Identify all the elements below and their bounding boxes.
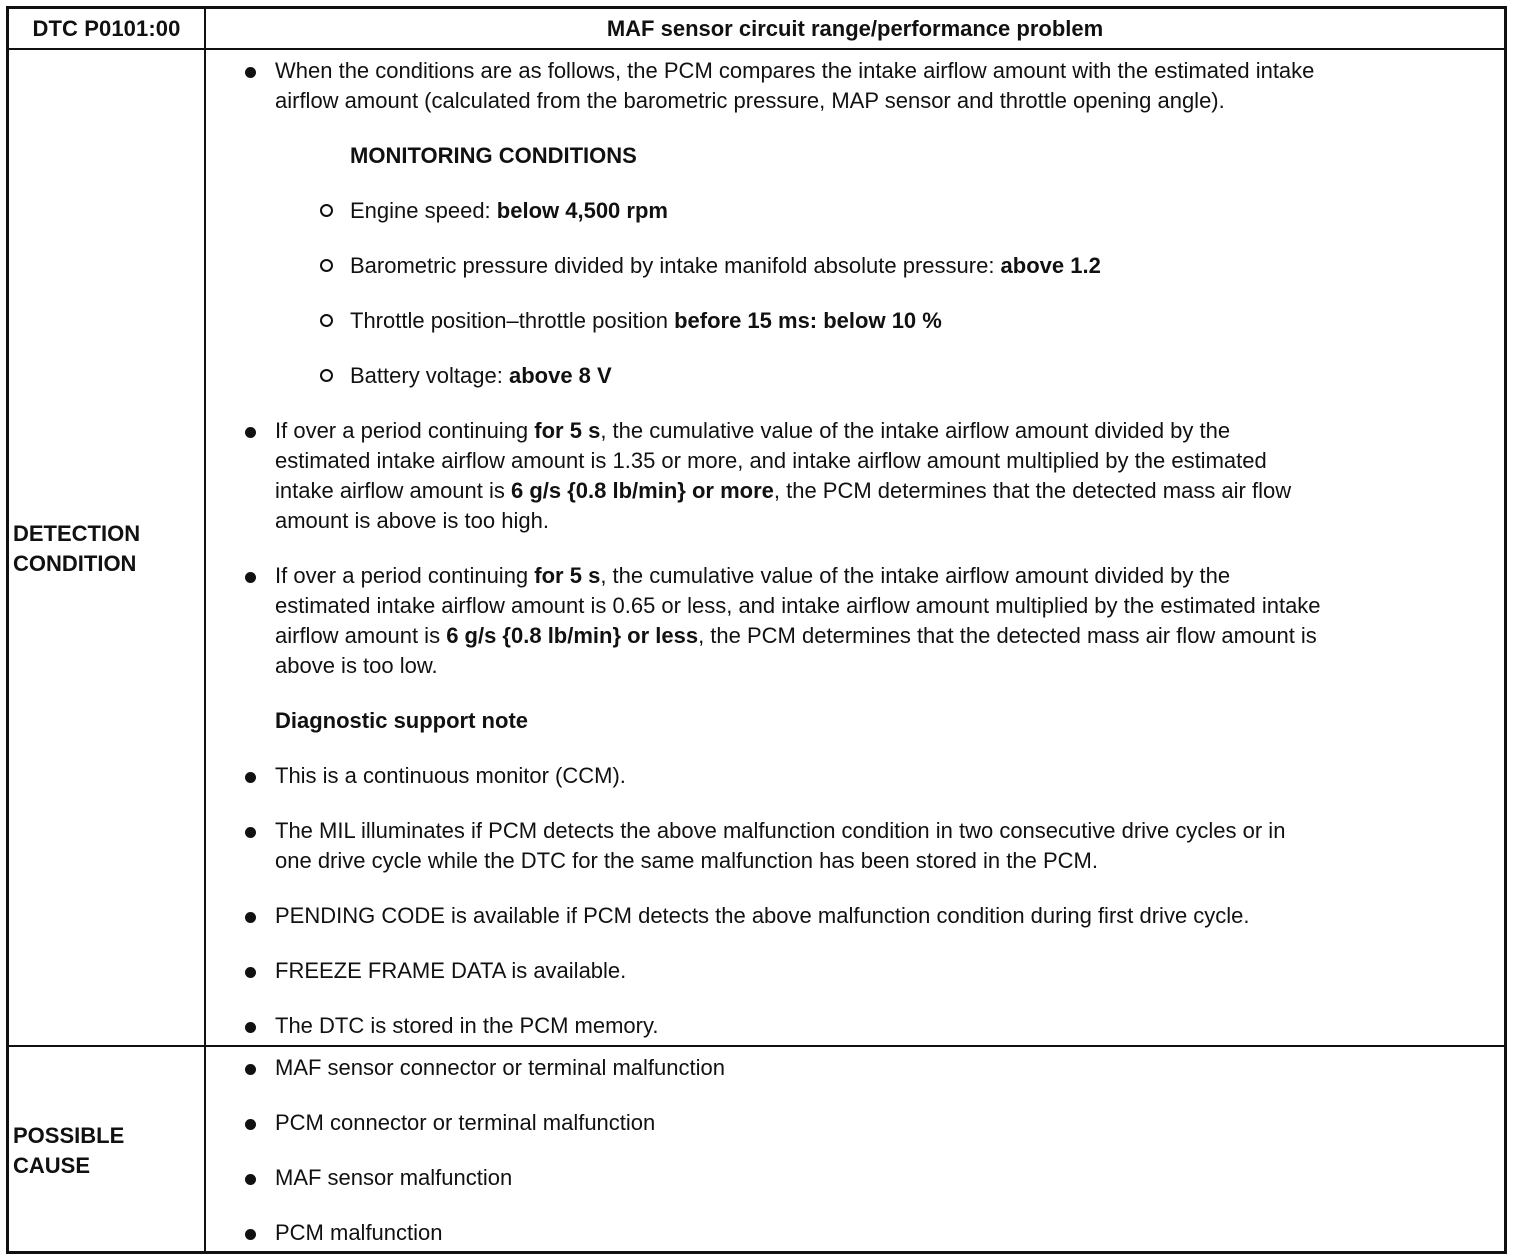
note-item: PENDING CODE is available if PCM detects the above malfunction condition during first drive cycle. <box>275 903 1250 928</box>
low-line-3: airflow amount is 6 g/s {0.8 lb/min} or less, the PCM determines that the detected mass air flow amount is <box>275 623 1317 648</box>
bullet-icon <box>245 1229 256 1240</box>
bullet-icon <box>245 967 256 978</box>
condition-item: Barometric pressure divided by intake manifold absolute pressure: above 1.2 <box>350 253 1101 278</box>
possible-cause-label: POSSIBLE CAUSE <box>13 1123 125 1178</box>
bullet-icon <box>245 572 256 583</box>
bullet-icon <box>245 827 256 838</box>
high-line-2: estimated intake airflow amount is 1.35 or more, and intake airflow amount multiplied by the estimated <box>275 448 1267 473</box>
intro-line-1: When the conditions are as follows, the PCM compares the intake airflow amount with the estimated intake <box>275 58 1315 83</box>
condition-item: Throttle position–throttle position before 15 ms: below 10 % <box>350 308 942 333</box>
monitoring-heading: MONITORING CONDITIONS <box>350 143 637 168</box>
bullet-icon <box>245 772 256 783</box>
circle-bullet-icon <box>320 259 333 272</box>
low-line-4: above is too low. <box>275 653 438 678</box>
circle-bullet-icon <box>320 314 333 327</box>
detection-condition-label: DETECTION CONDITION <box>13 521 141 576</box>
header-divider <box>9 48 1504 50</box>
high-line-1: If over a period continuing for 5 s, the cumulative value of the intake airflow amount divided by the <box>275 418 1231 443</box>
support-heading: Diagnostic support note <box>275 708 528 733</box>
row-divider <box>9 1045 1504 1047</box>
bullet-icon <box>245 67 256 78</box>
note-item: The MIL illuminates if PCM detects the above malfunction condition in two consecutive drive cycles or in <box>275 818 1286 843</box>
note-item: This is a continuous monitor (CCM). <box>275 763 626 788</box>
column-divider <box>204 9 206 1251</box>
dtc-code: DTC P0101:00 <box>32 15 181 41</box>
circle-bullet-icon <box>320 369 333 382</box>
bullet-icon <box>245 427 256 438</box>
note-item: FREEZE FRAME DATA is available. <box>275 958 627 983</box>
dtc-title: MAF sensor circuit range/performance problem <box>606 15 1104 41</box>
low-line-1: If over a period continuing for 5 s, the cumulative value of the intake airflow amount divided by the <box>275 563 1231 588</box>
note-item: The DTC is stored in the PCM memory. <box>275 1013 659 1038</box>
note-item-continued: one drive cycle while the DTC for the same malfunction has been stored in the PCM. <box>275 848 1098 873</box>
condition-item: Engine speed: below 4,500 rpm <box>350 198 668 223</box>
condition-item: Battery voltage: above 8 V <box>350 363 612 388</box>
bullet-icon <box>245 1174 256 1185</box>
low-line-2: estimated intake airflow amount is 0.65 or less, and intake airflow amount multiplied by the estimated intake <box>275 593 1321 618</box>
circle-bullet-icon <box>320 204 333 217</box>
cause-item: PCM malfunction <box>275 1220 443 1245</box>
cause-item: MAF sensor connector or terminal malfunction <box>275 1055 725 1080</box>
high-line-3: intake airflow amount is 6 g/s {0.8 lb/min} or more, the PCM determines that the detected mass air flow <box>275 478 1292 503</box>
high-line-4: amount is above is too high. <box>275 508 549 533</box>
cause-item: PCM connector or terminal malfunction <box>275 1110 656 1135</box>
bullet-icon <box>245 1022 256 1033</box>
cause-item: MAF sensor malfunction <box>275 1165 513 1190</box>
bullet-icon <box>245 1064 256 1075</box>
bullet-icon <box>245 912 256 923</box>
intro-line-2: airflow amount (calculated from the barometric pressure, MAP sensor and throttle opening angle). <box>275 88 1225 113</box>
bullet-icon <box>245 1119 256 1130</box>
